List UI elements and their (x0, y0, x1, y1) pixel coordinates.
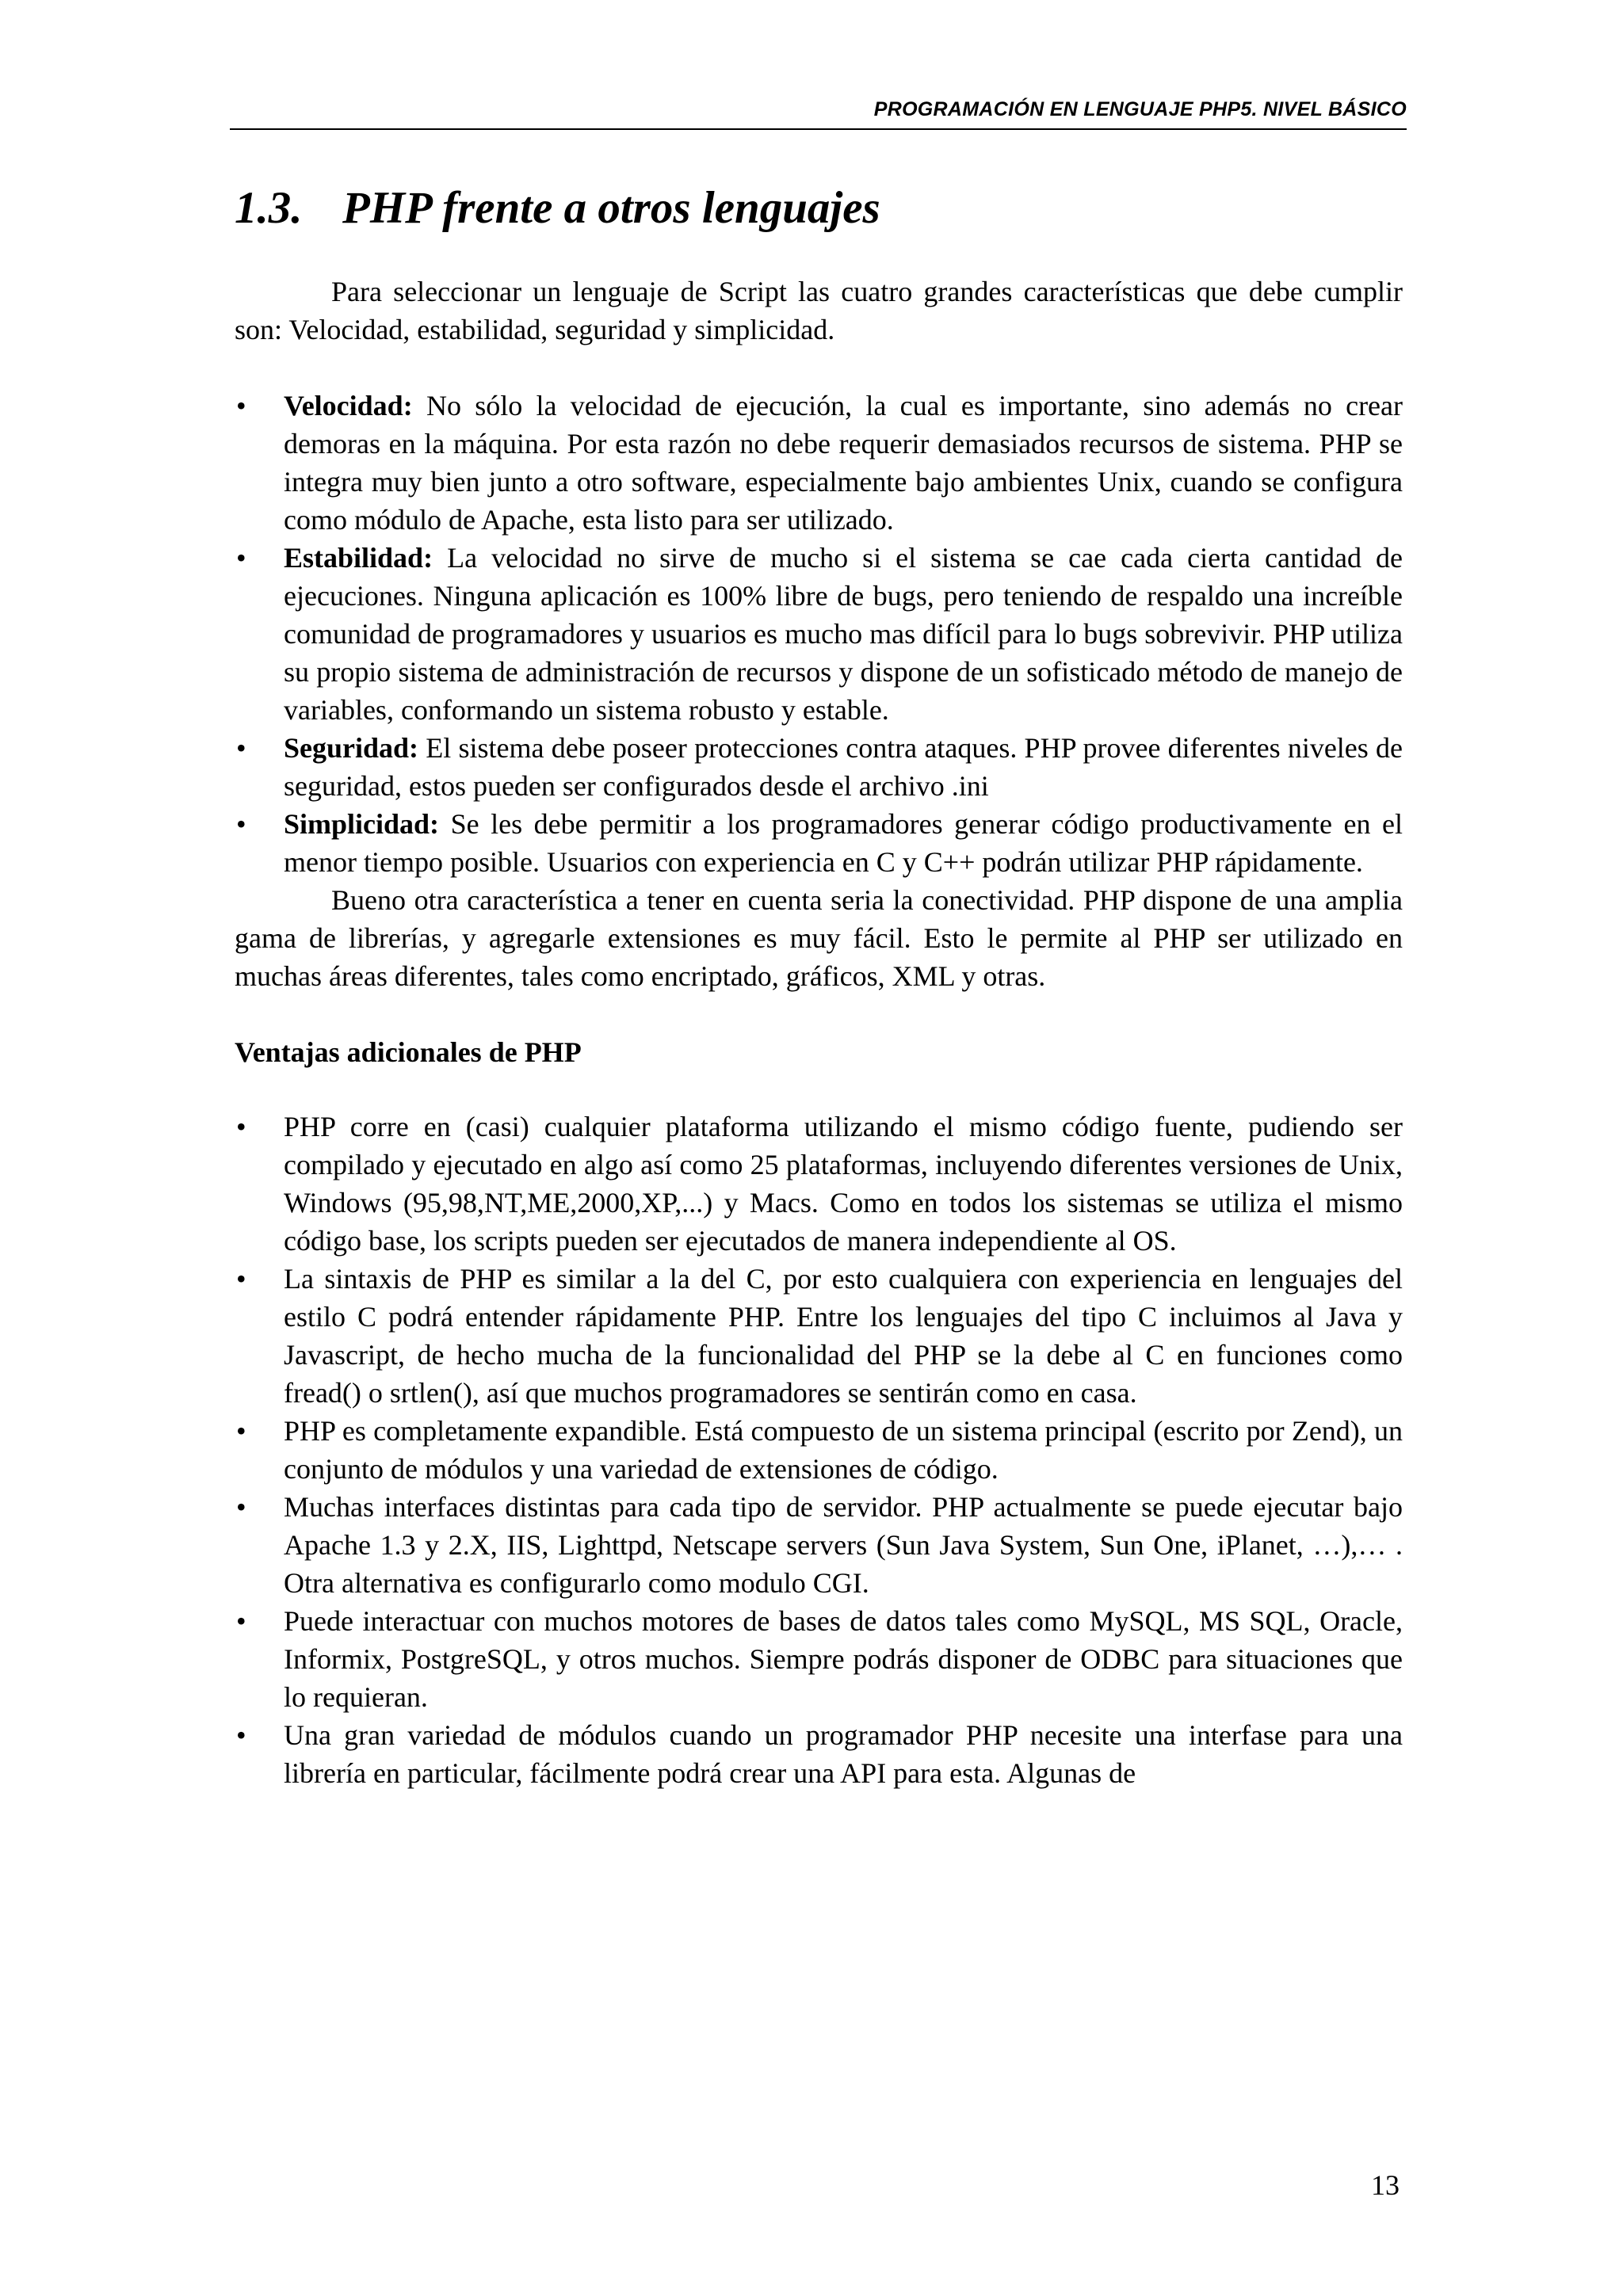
page-number: 13 (1371, 2169, 1400, 2201)
list-item (235, 1488, 1403, 1602)
list-item-text: Una gran variedad de módulos cuando un programador PHP necesite una interfase para una librería en particular, fácilmente podrá crear una API para esta. Algunas de (284, 1718, 1403, 1789)
bullet-icon: • (236, 541, 246, 574)
list-item (235, 1260, 1403, 1412)
connectivity-paragraph: Bueno otra característica a tener en cuenta seria la conectividad. PHP dispone de una amplia gama de librerías, y agregarle extensiones es muy fácil. Esto le permite al PHP ser utilizado en muchas áreas diferentes, tales como encriptado, gráficos, XML y otras. (235, 883, 1403, 992)
list-item-term: Velocidad: (284, 389, 413, 421)
list-item-text: El sistema debe poseer protecciones contra ataques. PHP provee diferentes niveles de seguridad, estos pueden ser configurados desde el archivo .ini (284, 731, 1403, 802)
page-header (230, 95, 1407, 130)
characteristics-list (235, 387, 1403, 881)
list-item-text: No sólo la velocidad de ejecución, la cual es importante, sino además no crear demoras en la máquina. Por esta razón no debe requerir demasiados recursos de sistema. PHP se integra muy bien junto a otro software, especialmente bajo ambientes Unix, cuando se configura como módulo de Apache, esta listo para ser utilizado. (284, 389, 1403, 536)
list-item (235, 805, 1403, 881)
intro-paragraph: Para seleccionar un lenguaje de Script las cuatro grandes características que debe cumplir son: Velocidad, estabilidad, seguridad y simplicidad. (235, 275, 1403, 345)
bullet-icon: • (236, 807, 246, 840)
bullet-icon: • (236, 1110, 246, 1142)
list-item (235, 1412, 1403, 1488)
list-item-text: PHP es completamente expandible. Está compuesto de un sistema principal (escrito por Zend), un conjunto de módulos y una variedad de extensiones de código. (284, 1414, 1403, 1485)
list-item-term: Estabilidad: (284, 541, 433, 574)
list-item-term: Seguridad: (284, 731, 419, 764)
list-item (235, 1602, 1403, 1716)
section-number: 1.3. (235, 183, 303, 233)
list-item (235, 1108, 1403, 1260)
list-item (235, 1716, 1403, 1792)
bullet-icon: • (236, 1262, 246, 1295)
list-item-text: La sintaxis de PHP es similar a la del C, por esto cualquiera con experiencia en lenguajes del estilo C podrá entender rápidamente PHP. Entre los lenguajes del tipo C incluimos al Java y Javascript, de hecho mucha de la funcionalidad del PHP se la debe al C en funciones como fread() o srtlen(), así que muchos programadores se sentirán como en casa. (284, 1262, 1403, 1409)
list-item-term: Simplicidad: (284, 807, 440, 840)
list-item (235, 729, 1403, 805)
running-title: PROGRAMACIÓN EN LENGUAJE PHP5. NIVEL BÁSICO (873, 98, 1407, 120)
bullet-icon: • (236, 1490, 246, 1523)
bullet-icon: • (236, 1718, 246, 1751)
list-item (235, 387, 1403, 539)
bullet-icon: • (236, 1414, 246, 1447)
bullet-icon: • (236, 731, 246, 764)
list-item-text: Puede interactuar con muchos motores de bases de datos tales como MySQL, MS SQL, Oracle, Informix, PostgreSQL, y otros muchos. Siempre podrás disponer de ODBC para situaciones que lo requieran. (284, 1604, 1403, 1713)
list-item-text: Muchas interfaces distintas para cada tipo de servidor. PHP actualmente se puede ejecutar bajo Apache 1.3 y 2.X, IIS, Lighttpd, Netscape servers (Sun Java System, Sun One, iPlanet, …),… . Otra alternativa es configurarlo como modulo CGI. (284, 1490, 1403, 1599)
page-body (235, 182, 1403, 1792)
list-item (235, 539, 1403, 729)
advantages-list (235, 1108, 1403, 1792)
list-item-text: Se les debe permitir a los programadores generar código productivamente en el menor tiempo posible. Usuarios con experiencia en C y C++ podrán utilizar PHP rápidamente. (284, 807, 1403, 878)
list-item-text: La velocidad no sirve de mucho si el sistema se cae cada cierta cantidad de ejecuciones. Ninguna aplicación es 100% libre de bugs, pero teniendo de respaldo una increíble comunidad de programadores y usuarios es mucho mas difícil para lo bugs sobrevivir. PHP utiliza su propio sistema de administración de recursos y dispone de un sofisticado método de manejo de variables, conformando un sistema robusto y estable. (284, 541, 1403, 726)
advantages-heading: Ventajas adicionales de PHP (235, 1035, 582, 1068)
list-item-text: PHP corre en (casi) cualquier plataforma utilizando el mismo código fuente, pudiendo ser compilado y ejecutado en algo así como 25 plataformas, incluyendo diferentes versiones de Unix, Windows (95,98,NT,ME,2000,XP,...) y Macs. Como en todos los sistemas se utiliza el mismo código base, los scripts pueden ser ejecutados de manera independiente al OS. (284, 1110, 1403, 1257)
section-title: PHP frente a otros lenguajes (342, 183, 880, 233)
bullet-icon: • (236, 389, 246, 421)
bullet-icon: • (236, 1604, 246, 1637)
section-heading (235, 182, 1403, 235)
